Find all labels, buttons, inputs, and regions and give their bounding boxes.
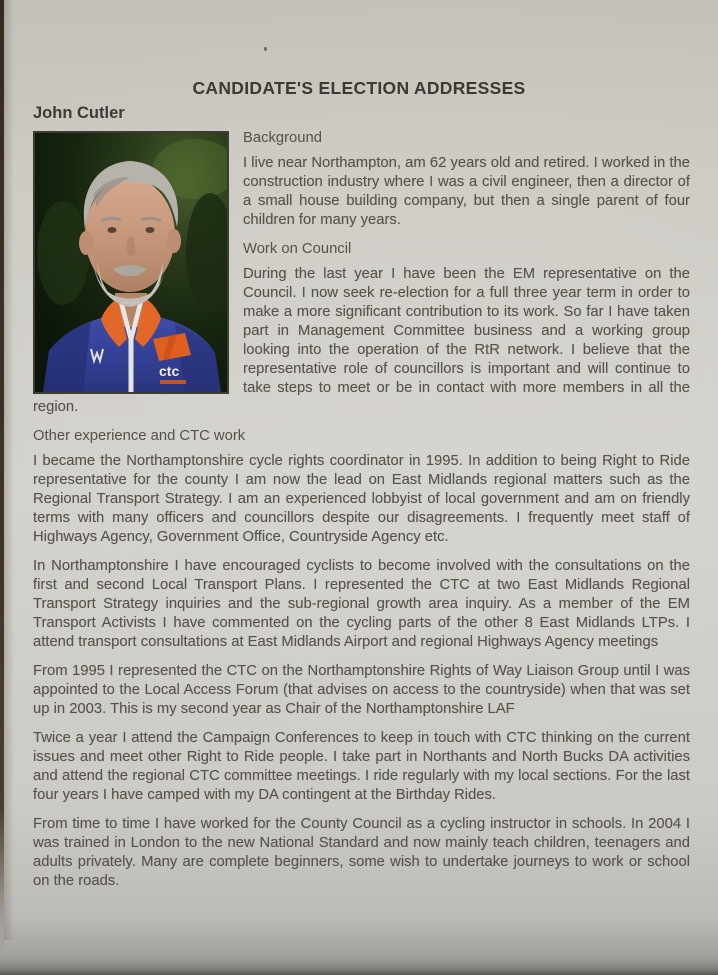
candidate-name: John Cutler (33, 104, 125, 122)
candidate-photo (33, 131, 229, 394)
candidate-photo-illustration (35, 133, 227, 392)
paragraph-other-experience-3: From 1995 I represented the CTC on the Northamptonshire Rights of Way Liaison Group until I was appointed to the Local Access Forum (that advises on access to the countryside) when that was set up in 2003. This is my second year as Chair of the Northamptonshire LAF (33, 663, 690, 717)
section-heading-other-experience: Other experience and CTC work (33, 428, 246, 444)
foliage-leaf (37, 201, 89, 305)
paragraph-background: I live near Northampton, am 62 years old and retired. I worked in the construction industry where I was a civil engineer, then a director of a small house building company, but then a single parent of four children for many years. (243, 155, 690, 228)
paper-speck (264, 47, 267, 51)
section-heading-background: Background (243, 130, 322, 146)
paragraph-work-on-council: During the last year I have been the EM representative on the Council. I now seek re-election for a full three year term in order to make a more significant contribution to its work. So far I have taken part in Management Committee business and a working group looking into the operation of the RtR network. I believe that the representative role of councillors is important and will continue to take steps to meet or be in contact with more members in all the region. (33, 266, 690, 415)
paragraph-other-experience-5: From time to time I have worked for the County Council as a cycling instructor in schools. In 2004 I was trained in London to the new National Standard and now mainly teach children, teenagers and adults privately. Many are complete beginners, some wish to undertake journeys to work or school on the roads. (33, 816, 690, 889)
ear (79, 231, 93, 255)
paragraph-other-experience-1: I became the Northamptonshire cycle rights coordinator in 1995. In addition to being Right to Ride representative for the county I am now the lead on East Midlands regional matters such as the Regional Transport Strategy. I am an experienced lobbyist of local government and am on friendly terms with many officers and councillors despite our disagreements. I frequently meet staff of Highways Agency, Government Office, Countryside Agency etc. (33, 453, 690, 545)
document-body (33, 129, 690, 891)
zip-strip (129, 339, 134, 392)
ctc-logo-subtext (160, 380, 186, 384)
ctc-logo-text: ctc (159, 363, 180, 379)
ear (167, 229, 181, 253)
page-title: CANDIDATE'S ELECTION ADDRESSES (192, 78, 526, 98)
paragraph-other-experience-4: Twice a year I attend the Campaign Conferences to keep in touch with CTC thinking on the current issues and meet other Right to Ride people. I take part in Northants and North Bucks DA activities and attend the regional CTC committee meetings. I ride regularly with my local sections. For the last four years I have camped with my DA contingent at the Birthday Rides. (33, 730, 690, 803)
eye (146, 227, 155, 233)
scan-bottom-edge-shadow (0, 963, 718, 975)
scan-left-edge-soft-shadow (4, 0, 14, 940)
paragraph-other-experience-2: In Northamptonshire I have encouraged cyclists to become involved with the consultations on the first and second Local Transport Plans. I represented the CTC at two East Midlands Regional Transport Strategy inquiries and the sub-regional growth area inquiry. As a member of the EM Transport Activists I have commented on the cycling parts of the other 8 East Midlands LTPs. I attend transport consultations at East Midlands Airport and regional Highways Agency meetings (33, 558, 690, 650)
section-heading-work-on-council: Work on Council (243, 241, 352, 257)
eye (108, 227, 117, 233)
